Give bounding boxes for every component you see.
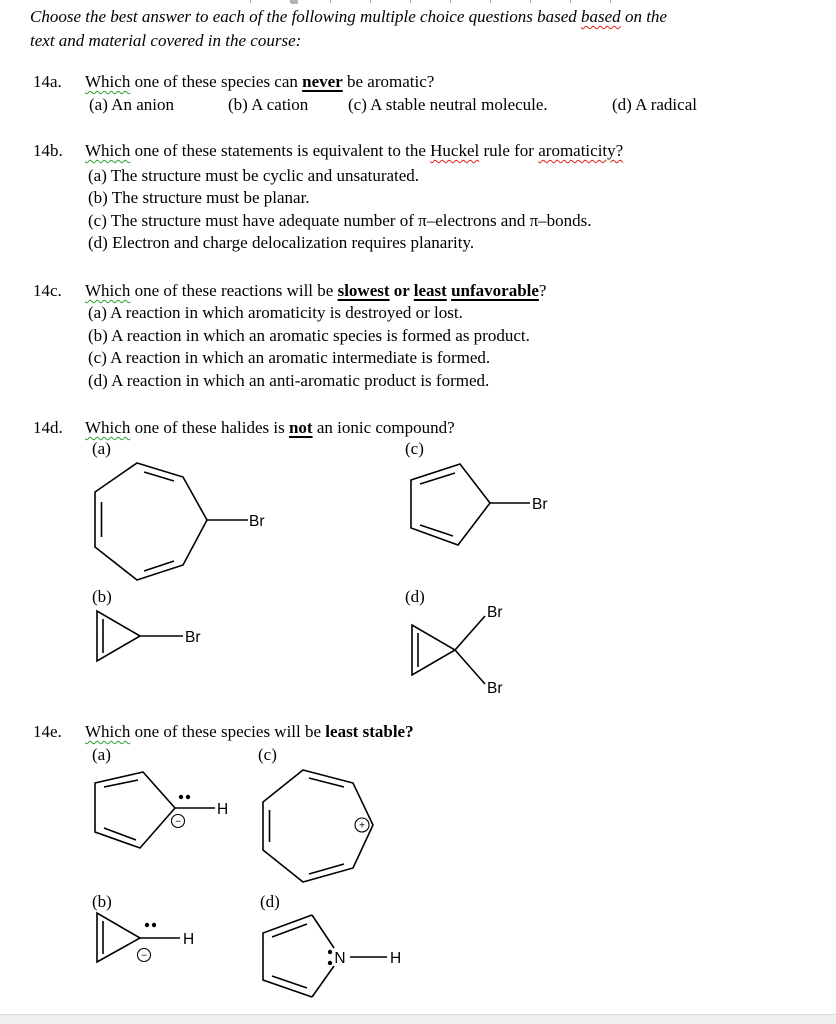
structure-cyclopentadienyl-bromide (405, 458, 575, 558)
minus-charge-symbol (172, 815, 185, 828)
q14e-label-c: (c) (258, 745, 277, 764)
q14c-qmark: ? (538, 281, 547, 300)
double-bond-bottom (272, 976, 307, 988)
q14c-option-d: (d) A reaction in which an anti-aromatic product is formed. (88, 371, 490, 390)
double-bond-top (104, 780, 138, 787)
structure-cyclopropenyl-dibromide (410, 600, 540, 700)
q14e-word-which: Which (85, 722, 131, 741)
q14d-label-b: (b) (92, 587, 112, 606)
q14e-label-b: (b) (92, 892, 112, 911)
lone-pair-dot (328, 950, 332, 954)
q14c-option-a: (a) A reaction in which aromaticity is destroyed or lost. (88, 303, 463, 322)
q14a-number: 14a. (33, 72, 62, 91)
q14c-word-or: or (389, 281, 414, 300)
q14c-word-which: Which (85, 281, 131, 300)
q14a-word-which: Which (85, 72, 131, 91)
q14e-label-a: (a) (92, 745, 111, 764)
h-atom-label: H (183, 931, 195, 948)
svg-text:+: + (359, 820, 365, 832)
c-br-bond-bottom (455, 650, 485, 684)
ring-bond-to-n-bottom (312, 966, 334, 997)
q14c-question (85, 280, 546, 301)
structure-pyrrole (260, 905, 410, 1015)
q14d-word-not: not (288, 418, 313, 437)
q14a-option-b: (b) A cation (228, 95, 309, 114)
q14a-word-never: never (302, 72, 343, 91)
lone-pair-dot (145, 923, 149, 927)
lone-pair-dot (152, 923, 156, 927)
q14e-text: one of these species will be (130, 722, 326, 741)
q14d-label-d: (d) (405, 587, 425, 606)
q14e-words-least-stable: least stable? (325, 722, 414, 741)
br-atom-label: Br (249, 513, 265, 530)
q14a-question (85, 71, 434, 92)
q14d-word-which: Which (85, 418, 131, 437)
q14b-option-d: (d) Electron and charge delocalization requires planarity. (88, 233, 475, 252)
q14d-label-a: (a) (92, 439, 111, 458)
q14b-option-c: (c) The structure must have adequate number of π–electrons and π–bonds. (88, 211, 592, 230)
q14c-number: 14c. (33, 281, 62, 300)
ruler-tick-marks (250, 0, 642, 3)
intro-text-pre: Choose the best answer to each of the following multiple choice questions based (30, 7, 582, 26)
h-atom-label: H (390, 950, 402, 967)
q14d-text: one of these halides is (130, 418, 289, 437)
q14b-question (85, 140, 623, 161)
q14c-text: one of these reactions will be (130, 281, 338, 300)
q14b-text2: rule for (479, 141, 539, 160)
structure-tropylium-cation (258, 760, 393, 895)
q14c-word-least: least (413, 281, 447, 300)
q14c-word-unfavorable: unfavorable (451, 281, 539, 300)
q14d-question (85, 417, 455, 438)
double-bond-bottom (104, 828, 136, 840)
window-bottom-bar (0, 1014, 836, 1024)
q14c-option-c: (c) A reaction in which an aromatic intermediate is formed. (88, 348, 491, 367)
q14a-option-d: (d) A radical (612, 95, 697, 114)
double-bond-top (272, 924, 307, 937)
lone-pair-dot (179, 795, 183, 799)
q14d-number: 14d. (33, 418, 63, 437)
q14e-number: 14e. (33, 722, 62, 741)
c-br-bond-top (455, 616, 485, 650)
br-atom-label: Br (532, 496, 548, 513)
ring-bonds (95, 772, 175, 848)
structure-cyclopentadienyl-anion (90, 762, 240, 857)
ring-bonds (263, 915, 312, 997)
structure-cyclopropenyl-anion (95, 905, 215, 980)
structure-cycloheptatrienyl-bromide (88, 455, 278, 590)
ring-bonds (411, 464, 490, 545)
q14b-option-a: (a) The structure must be cyclic and unsaturated. (88, 166, 420, 185)
double-bond-bottom (420, 525, 453, 536)
intro-text-end: on the (620, 7, 667, 26)
q14e-label-d: (d) (260, 892, 280, 911)
lone-pair-dot (186, 795, 190, 799)
q14d-text-end: an ionic compound? (312, 418, 455, 437)
br-atom-label-top: Br (487, 604, 503, 621)
ring-bonds (95, 463, 207, 580)
q14b-word-which: Which (85, 141, 131, 160)
br-atom-label-bottom: Br (487, 680, 503, 697)
q14d-label-c: (c) (405, 439, 424, 458)
q14c-option-b: (b) A reaction in which an aromatic species is formed as product. (88, 326, 530, 345)
h-atom-label: H (217, 801, 229, 818)
q14b-word-aromaticity: aromaticity? (538, 141, 624, 160)
minus-charge-symbol (138, 949, 151, 962)
plus-charge-symbol (355, 818, 369, 832)
q14a-option-c: (c) A stable neutral molecule. (348, 95, 548, 114)
q14b-word-huckel: Huckel (430, 141, 480, 160)
svg-text:−: − (141, 950, 147, 962)
svg-text:−: − (175, 816, 181, 828)
q14a-text: one of these species can (130, 72, 303, 91)
lone-pair-dot (328, 961, 332, 965)
q14b-number: 14b. (33, 141, 63, 160)
ruler-remnant-box (291, 0, 298, 4)
n-atom-label: N (334, 950, 346, 967)
misspelled-word-based: based (581, 7, 621, 26)
intro-line-2: text and material covered in the course: (30, 31, 302, 50)
q14a-text-end: be aromatic? (342, 72, 435, 91)
structure-cyclopropenyl-bromide (95, 605, 215, 670)
q14a-option-a: (a) An anion (89, 95, 174, 114)
q14b-option-b: (b) The structure must be planar. (88, 188, 310, 207)
br-atom-label: Br (185, 629, 201, 646)
q14c-word-slowest: slowest (337, 281, 390, 300)
intro-line-1 (30, 6, 667, 27)
ring-bond-to-n-top (312, 915, 334, 948)
q14e-question (85, 721, 414, 742)
q14b-text1: one of these statements is equivalent to the (130, 141, 431, 160)
